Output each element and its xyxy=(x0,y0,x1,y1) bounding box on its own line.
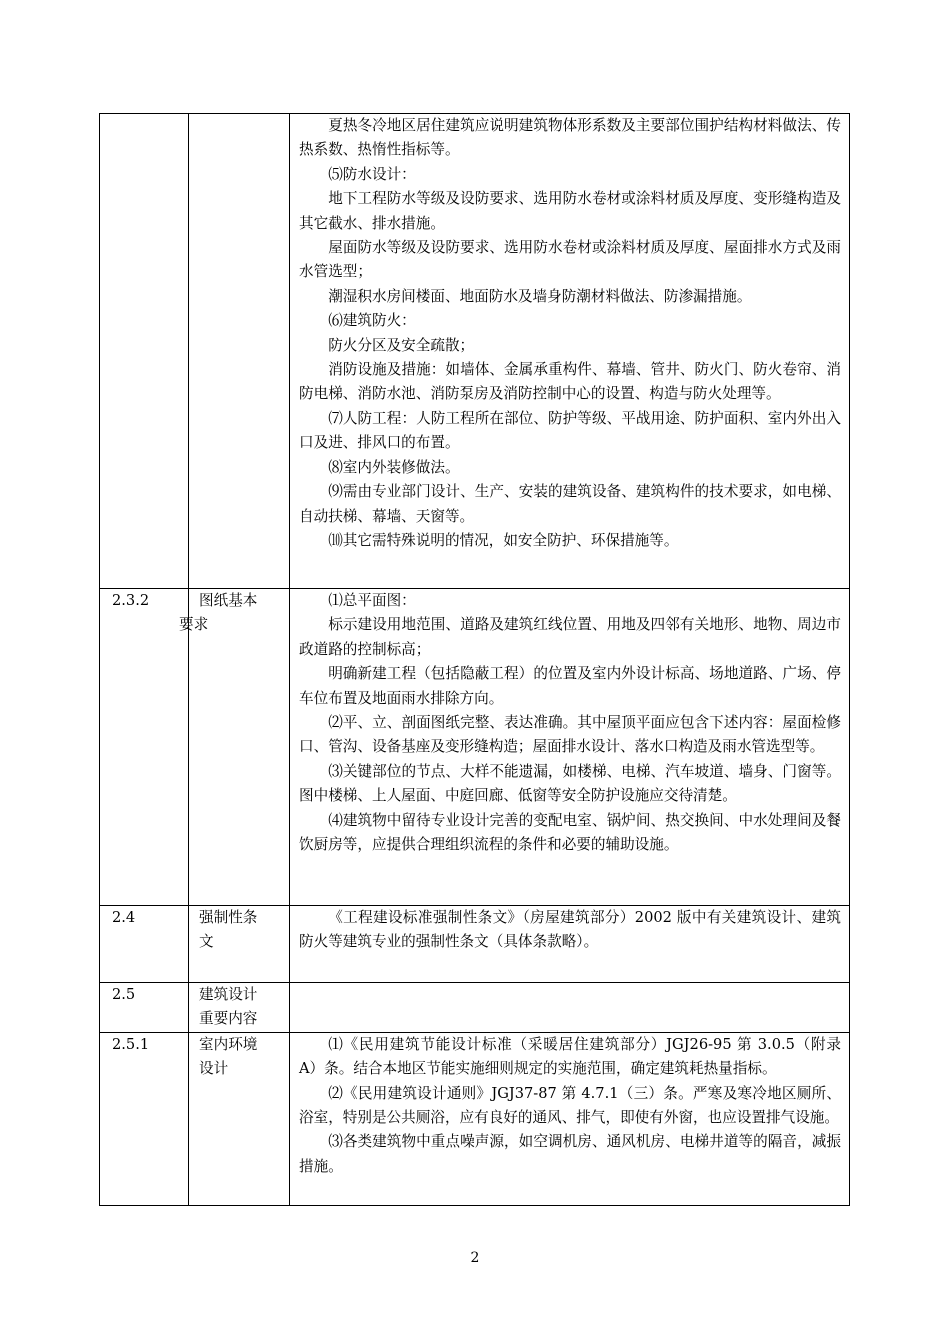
section-label-line: 设计 xyxy=(199,1060,229,1078)
section-label-line: 强制性条 xyxy=(199,909,258,926)
section-label-cell xyxy=(189,983,290,1033)
section-label-line: 要求 xyxy=(179,616,209,634)
section-number-cell: 2.3.2 xyxy=(100,589,189,906)
table-row xyxy=(100,589,850,906)
paragraph: ⑼需由专业部门设计、生产、安装的建筑设备、建筑构件的技术要求，如电梯、自动扶梯、幕墙、天窗等。 xyxy=(299,483,841,525)
paragraph: ⑶关键部位的节点、大样不能遗漏，如楼梯、电梯、汽车坡道、墙身、门窗等。图中楼梯、上人屋面、中庭回廊、低窗等安全防护设施应交待清楚。 xyxy=(299,762,841,805)
section-label-line: 文 xyxy=(199,933,214,951)
paragraph: 潮湿积水房间楼面、地面防水及墙身防潮材料做法、防渗漏措施。 xyxy=(328,287,752,305)
paragraph: ⑵《民用建筑设计通则》JGJ37-87 第 4.7.1（三）条。严寒及寒冷地区厕所、浴室，特别是公共厕浴，应有良好的通风、排气，即使有外窗，也应设置排气设施。 xyxy=(299,1084,841,1127)
section-content-cell xyxy=(290,906,850,983)
paragraph: ⑶各类建筑物中重点噪声源，如空调机房、通风机房、电梯井道等的隔音，减振措施。 xyxy=(299,1133,841,1175)
paragraph: ⑺人防工程：人防工程所在部位、防护等级、平战用途、防护面积、室内外出入口及进、排风口的布置。 xyxy=(299,409,841,452)
section-label-cell xyxy=(189,1032,290,1205)
paragraph: ⑹建筑防火： xyxy=(328,312,416,330)
paragraph: ⑸防水设计： xyxy=(328,165,416,183)
section-content-cell xyxy=(290,114,850,589)
section-number-cell: 2.5.1 xyxy=(100,1032,189,1205)
section-number-cell: 2.4 xyxy=(100,906,189,983)
paragraph: 夏热冬冷地区居住建筑应说明建筑物体形系数及主要部位围护结构材料做法、传热系数、热惰性指标等。 xyxy=(299,117,841,159)
paragraph: ⑴总平面图： xyxy=(328,592,416,609)
paragraph: 标示建设用地范围、道路及建筑红线位置、用地及四邻有关地形、地物、周边市政道路的控制标高； xyxy=(299,616,841,658)
section-label-line: 建筑设计 xyxy=(199,986,258,1003)
paragraph: 防火分区及安全疏散； xyxy=(328,336,475,354)
section-content-cell xyxy=(290,983,850,1033)
paragraph: 消防设施及措施：如墙体、金属承重构件、幕墙、管井、防火门、防火卷帘、消防电梯、消防水池、消防泵房及消防控制中心的设置、构造与防火处理等。 xyxy=(299,361,841,403)
table-row xyxy=(100,114,850,589)
table-row xyxy=(100,983,850,1033)
spec-table xyxy=(99,113,850,1206)
table-row xyxy=(100,1032,850,1205)
section-content-cell xyxy=(290,589,850,906)
section-content-cell xyxy=(290,1032,850,1205)
section-label-cell xyxy=(179,589,290,906)
paragraph: ⑷建筑物中留待专业设计完善的变配电室、锅炉间、热交换间、中水处理间及餐饮厨房等，应提供合理组织流程的条件和必要的辅助设施。 xyxy=(299,811,841,854)
section-number-cell: 2.5 xyxy=(100,983,189,1033)
paragraph: 明确新建工程（包括隐蔽工程）的位置及室内外设计标高、场地道路、广场、停车位布置及地面雨水排除方向。 xyxy=(299,665,841,707)
page-number: 2 xyxy=(470,1250,480,1266)
section-label-line: 图纸基本 xyxy=(199,592,258,609)
section-label-line: 重要内容 xyxy=(199,1010,258,1028)
paragraph: ⑵平、立、剖面图纸完整、表达准确。其中屋顶平面应包含下述内容：屋面检修口、管沟、设备基座及变形缝构造；屋面排水设计、落水口构造及雨水管选型等。 xyxy=(299,714,841,756)
table-row xyxy=(100,906,850,983)
paragraph: ⑻室内外装修做法。 xyxy=(328,458,460,476)
paragraph: 屋面防水等级及设防要求、选用防水卷材或涂料材质及厚度、屋面排水方式及雨水管选型； xyxy=(299,239,841,281)
paragraph: ⑽其它需特殊说明的情况，如安全防护、环保措施等。 xyxy=(328,531,679,549)
section-label-line: 室内环境 xyxy=(199,1035,258,1053)
section-number-cell xyxy=(100,114,189,589)
section-label-cell xyxy=(189,906,290,983)
paragraph: ⑴《民用建筑节能设计标准（采暖居住建筑部分）JGJ26-95 第 3.0.5（附录 A）条。结合本地区节能实施细则规定的实施范围，确定建筑耗热量指标。 xyxy=(299,1035,841,1078)
section-label-cell xyxy=(189,114,290,589)
paragraph: 地下工程防水等级及设防要求、选用防水卷材或涂料材质及厚度、变形缝构造及其它截水、排水措施。 xyxy=(299,190,841,232)
paragraph: 《工程建设标准强制性条文》（房屋建筑部分）2002 版中有关建筑设计、建筑防火等建筑专业的强制性条文（具体条款略）。 xyxy=(299,909,841,951)
